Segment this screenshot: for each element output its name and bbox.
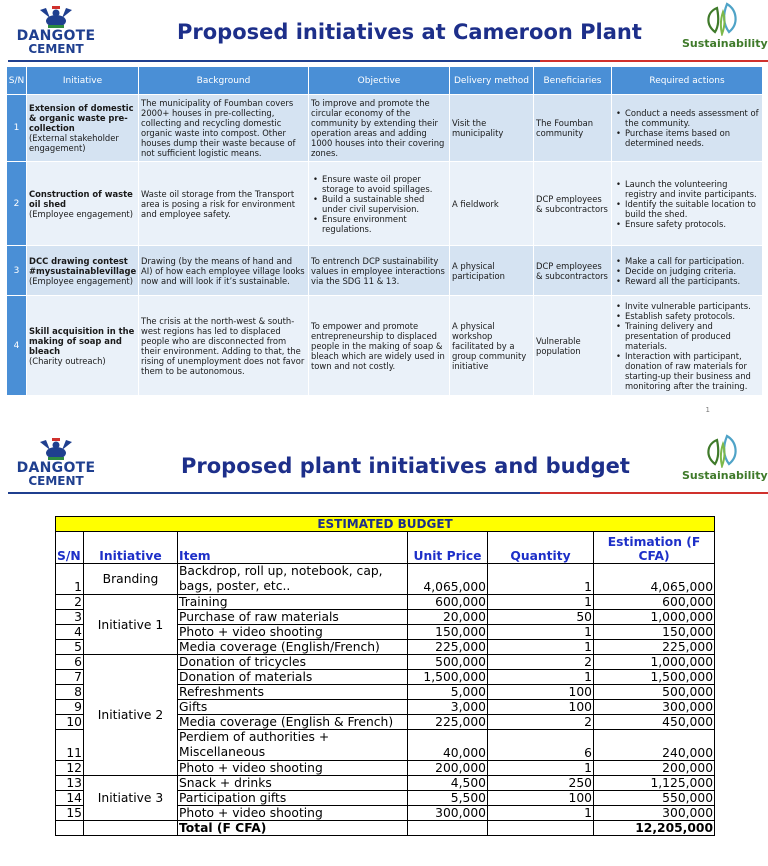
quantity-cell: 100 — [488, 791, 594, 806]
budget-caption: ESTIMATED BUDGET — [56, 517, 715, 532]
item-cell: Photo + video shooting — [178, 625, 408, 640]
item-cell: Refreshments — [178, 685, 408, 700]
beneficiaries-cell: DCP employees & subcontractors — [534, 162, 612, 246]
initiative-group-label: Initiative 1 — [84, 595, 178, 655]
objective-cell: To entrench DCP sustainability values in employee interactions via the SDG 11 & 13. — [309, 246, 450, 296]
initiative-group-label: Initiative 2 — [84, 655, 178, 776]
logo-line-1: DANGOTE — [16, 460, 96, 476]
initiative-group-label: Initiative 3 — [84, 776, 178, 821]
row-sn: 2 — [56, 595, 84, 610]
row-sn: 5 — [56, 640, 84, 655]
initiatives-header-row — [7, 67, 763, 95]
quantity-cell: 100 — [488, 700, 594, 715]
row-sn: 14 — [56, 791, 84, 806]
row-sn: 3 — [56, 610, 84, 625]
item-cell: Media coverage (English & French) — [178, 715, 408, 730]
col-header: Background — [139, 67, 309, 95]
actions-cell — [612, 95, 763, 162]
row-sn: 9 — [56, 700, 84, 715]
action-item: • Decide on judging criteria. — [614, 266, 760, 276]
unit-price-cell: 40,000 — [408, 730, 488, 761]
estimation-cell: 1,000,000 — [594, 610, 715, 625]
initiatives-table — [6, 66, 763, 396]
unit-price-cell: 5,000 — [408, 685, 488, 700]
unit-price-cell: 4,500 — [408, 776, 488, 791]
sustainability-label: Sustainability — [682, 469, 768, 482]
table-row — [7, 246, 763, 296]
unit-price-cell: 300,000 — [408, 806, 488, 821]
quantity-cell: 1 — [488, 670, 594, 685]
initiative-sub: (Employee engagement) — [29, 208, 133, 219]
col-header: Initiative — [27, 67, 139, 95]
item-cell: Snack + drinks — [178, 776, 408, 791]
initiative-cell — [27, 296, 139, 396]
item-cell: Participation gifts — [178, 791, 408, 806]
action-item: • Identify the suitable location to build the shed. — [614, 199, 760, 219]
row-sn: 12 — [56, 761, 84, 776]
table-row — [56, 655, 715, 670]
objective-cell: To empower and promote entrepreneurship to displaced people in the making of soap & bleach which are widely used in town and not costly. — [309, 296, 450, 396]
estimation-cell: 1,500,000 — [594, 670, 715, 685]
row-sn: 6 — [56, 655, 84, 670]
sustainability-logo — [682, 434, 768, 482]
logo-line-1: DANGOTE — [16, 28, 96, 44]
col-header: Objective — [309, 67, 450, 95]
initiative-cell — [27, 246, 139, 296]
table-row — [7, 95, 763, 162]
delivery-cell: A physical workshop facilitated by a group community initiative — [450, 296, 534, 396]
action-item: • Training delivery and presentation of produced materials. — [614, 321, 760, 351]
item-cell: Donation of tricycles — [178, 655, 408, 670]
quantity-cell: 1 — [488, 761, 594, 776]
estimation-cell: 500,000 — [594, 685, 715, 700]
row-sn: 13 — [56, 776, 84, 791]
quantity-cell: 1 — [488, 595, 594, 610]
dangote-eagle-icon — [36, 4, 76, 30]
total-label: Total (F CFA) — [178, 821, 408, 836]
col-header: Delivery method — [450, 67, 534, 95]
sustainability-logo — [682, 2, 768, 50]
estimation-cell: 225,000 — [594, 640, 715, 655]
page-number: 1 — [705, 406, 710, 414]
unit-price-cell: 4,065,000 — [408, 564, 488, 595]
initiative-cell — [27, 162, 139, 246]
table-row — [56, 595, 715, 610]
unit-price-cell: 200,000 — [408, 761, 488, 776]
page-title: Proposed plant initiatives and budget — [181, 454, 630, 478]
unit-price-cell: 20,000 — [408, 610, 488, 625]
table-row — [7, 162, 763, 246]
background-cell: Drawing (by the means of hand and AI) of how each employee village looks now and will look if it’s sustainable. — [139, 246, 309, 296]
item-cell: Media coverage (English/French) — [178, 640, 408, 655]
unit-price-cell: 500,000 — [408, 655, 488, 670]
background-cell: The municipality of Foumban covers 2000+ houses in pre-collecting, collecting and recycling domestic organic waste into compost. Other houses dump their waste because of not sufficient logistic means. — [139, 95, 309, 162]
initiative-name: DCC drawing contest #mysustainablevillage — [29, 255, 137, 276]
initiative-group-label: Branding — [84, 564, 178, 595]
initiative-cell — [27, 95, 139, 162]
sustainability-leaf-icon — [703, 2, 743, 36]
quantity-cell: 100 — [488, 685, 594, 700]
background-cell: Waste oil storage from the Transport area is posing a risk for environment and employee safety. — [139, 162, 309, 246]
dangote-cement-logo — [14, 436, 98, 487]
col-header: Initiative — [84, 532, 178, 564]
unit-price-cell: 5,500 — [408, 791, 488, 806]
header-rule — [8, 492, 768, 495]
row-sn: 7 — [56, 670, 84, 685]
action-item: • Ensure safety protocols. — [614, 219, 760, 229]
action-item: • Purchase items based on determined needs. — [614, 128, 760, 148]
beneficiaries-cell: DCP employees & subcontractors — [534, 246, 612, 296]
delivery-cell: A fieldwork — [450, 162, 534, 246]
dangote-cement-logo — [14, 4, 98, 55]
total-row — [56, 821, 715, 836]
quantity-cell: 6 — [488, 730, 594, 761]
row-sn: 1 — [56, 564, 84, 595]
item-cell: Photo + video shooting — [178, 761, 408, 776]
page-title: Proposed initiatives at Cameroon Plant — [177, 20, 642, 44]
col-header: Unit Price — [408, 532, 488, 564]
col-header: Estimation (F CFA) — [594, 532, 715, 564]
row-sn: 1 — [7, 95, 27, 162]
row-sn: 8 — [56, 685, 84, 700]
table-row — [56, 776, 715, 791]
table-row — [7, 296, 763, 396]
action-item: • Interaction with participant, donation of raw materials for starting-up their business and monitoring after the training. — [614, 351, 760, 391]
col-header: Item — [178, 532, 408, 564]
actions-cell — [612, 162, 763, 246]
col-header: S/N — [7, 67, 27, 95]
unit-price-cell: 1,500,000 — [408, 670, 488, 685]
total-value: 12,205,000 — [594, 821, 715, 836]
estimation-cell: 4,065,000 — [594, 564, 715, 595]
row-sn: 4 — [7, 296, 27, 396]
budget-header-row — [56, 532, 715, 564]
budget-body — [56, 564, 715, 821]
estimation-cell: 450,000 — [594, 715, 715, 730]
quantity-cell: 1 — [488, 640, 594, 655]
estimation-cell: 300,000 — [594, 806, 715, 821]
initiative-name: Construction of waste oil shed — [29, 188, 133, 209]
table-row — [56, 564, 715, 595]
row-sn: 11 — [56, 730, 84, 761]
action-item: • Make a call for participation. — [614, 256, 760, 266]
estimation-cell: 150,000 — [594, 625, 715, 640]
sustainability-label: Sustainability — [682, 37, 768, 50]
objective-cell: To improve and promote the circular economy of the community by extending their operation areas and adding 1000 houses into their covering zones. — [309, 95, 450, 162]
item-cell: Purchase of raw materials — [178, 610, 408, 625]
sustainability-leaf-icon — [703, 434, 743, 468]
slide-initiatives — [0, 0, 768, 420]
estimation-cell: 200,000 — [594, 761, 715, 776]
item-cell: Perdiem of authorities + Miscellaneous — [178, 730, 408, 761]
row-sn: 10 — [56, 715, 84, 730]
item-cell: Gifts — [178, 700, 408, 715]
col-header: Required actions — [612, 67, 763, 95]
actions-cell — [612, 246, 763, 296]
unit-price-cell: 225,000 — [408, 640, 488, 655]
estimation-cell: 1,125,000 — [594, 776, 715, 791]
action-item: • Invite vulnerable participants. — [614, 301, 760, 311]
action-item: • Reward all the participants. — [614, 276, 760, 286]
dangote-eagle-icon — [36, 436, 76, 462]
estimation-cell: 240,000 — [594, 730, 715, 761]
quantity-cell: 1 — [488, 564, 594, 595]
initiative-sub: (External stakeholder engagement) — [29, 133, 119, 153]
delivery-cell: Visit the municipality — [450, 95, 534, 162]
item-cell: Backdrop, roll up, notebook, cap, bags, poster, etc.. — [178, 564, 408, 595]
delivery-cell: A physical participation — [450, 246, 534, 296]
header-rule — [8, 60, 768, 63]
unit-price-cell: 600,000 — [408, 595, 488, 610]
col-header: Beneficiaries — [534, 67, 612, 95]
col-header: Quantity — [488, 532, 594, 564]
beneficiaries-cell: The Foumban community — [534, 95, 612, 162]
row-sn: 4 — [56, 625, 84, 640]
budget-table — [55, 516, 715, 836]
row-sn: 2 — [7, 162, 27, 246]
slide-budget — [0, 430, 768, 866]
beneficiaries-cell: Vulnerable population — [534, 296, 612, 396]
quantity-cell: 2 — [488, 715, 594, 730]
background-cell: The crisis at the north-west & south-west regions has led to displaced people who are disconnected from their environment. Adding to that, the rising of unemployment does not favor them to be autonomous. — [139, 296, 309, 396]
objective-item: • Build a sustainable shed under civil supervision. — [311, 194, 447, 214]
unit-price-cell: 225,000 — [408, 715, 488, 730]
action-item: • Establish safety protocols. — [614, 311, 760, 321]
logo-line-2: CEMENT — [28, 42, 84, 56]
action-item: • Conduct a needs assessment of the community. — [614, 108, 760, 128]
estimation-cell: 600,000 — [594, 595, 715, 610]
actions-cell — [612, 296, 763, 396]
initiative-name: Extension of domestic & organic waste pre-collection — [29, 103, 134, 133]
quantity-cell: 50 — [488, 610, 594, 625]
objective-item: • Ensure waste oil proper storage to avoid spillages. — [311, 174, 447, 194]
logo-line-2: CEMENT — [28, 474, 84, 488]
objective-cell — [309, 162, 450, 246]
item-cell: Training — [178, 595, 408, 610]
item-cell: Photo + video shooting — [178, 806, 408, 821]
unit-price-cell: 3,000 — [408, 700, 488, 715]
col-header: S/N — [56, 532, 84, 564]
quantity-cell: 250 — [488, 776, 594, 791]
quantity-cell: 1 — [488, 625, 594, 640]
row-sn: 15 — [56, 806, 84, 821]
row-sn: 3 — [7, 246, 27, 296]
objective-item: • Ensure environment regulations. — [311, 214, 447, 234]
item-cell: Donation of materials — [178, 670, 408, 685]
action-item: • Launch the volunteering registry and invite participants. — [614, 179, 760, 199]
estimation-cell: 300,000 — [594, 700, 715, 715]
estimation-cell: 1,000,000 — [594, 655, 715, 670]
initiative-sub: (Employee engagement) — [29, 275, 133, 286]
quantity-cell: 1 — [488, 806, 594, 821]
quantity-cell: 2 — [488, 655, 594, 670]
initiative-name: Skill acquisition in the making of soap and bleach — [29, 325, 135, 356]
unit-price-cell: 150,000 — [408, 625, 488, 640]
initiative-sub: (Charity outreach) — [29, 355, 106, 366]
estimation-cell: 550,000 — [594, 791, 715, 806]
